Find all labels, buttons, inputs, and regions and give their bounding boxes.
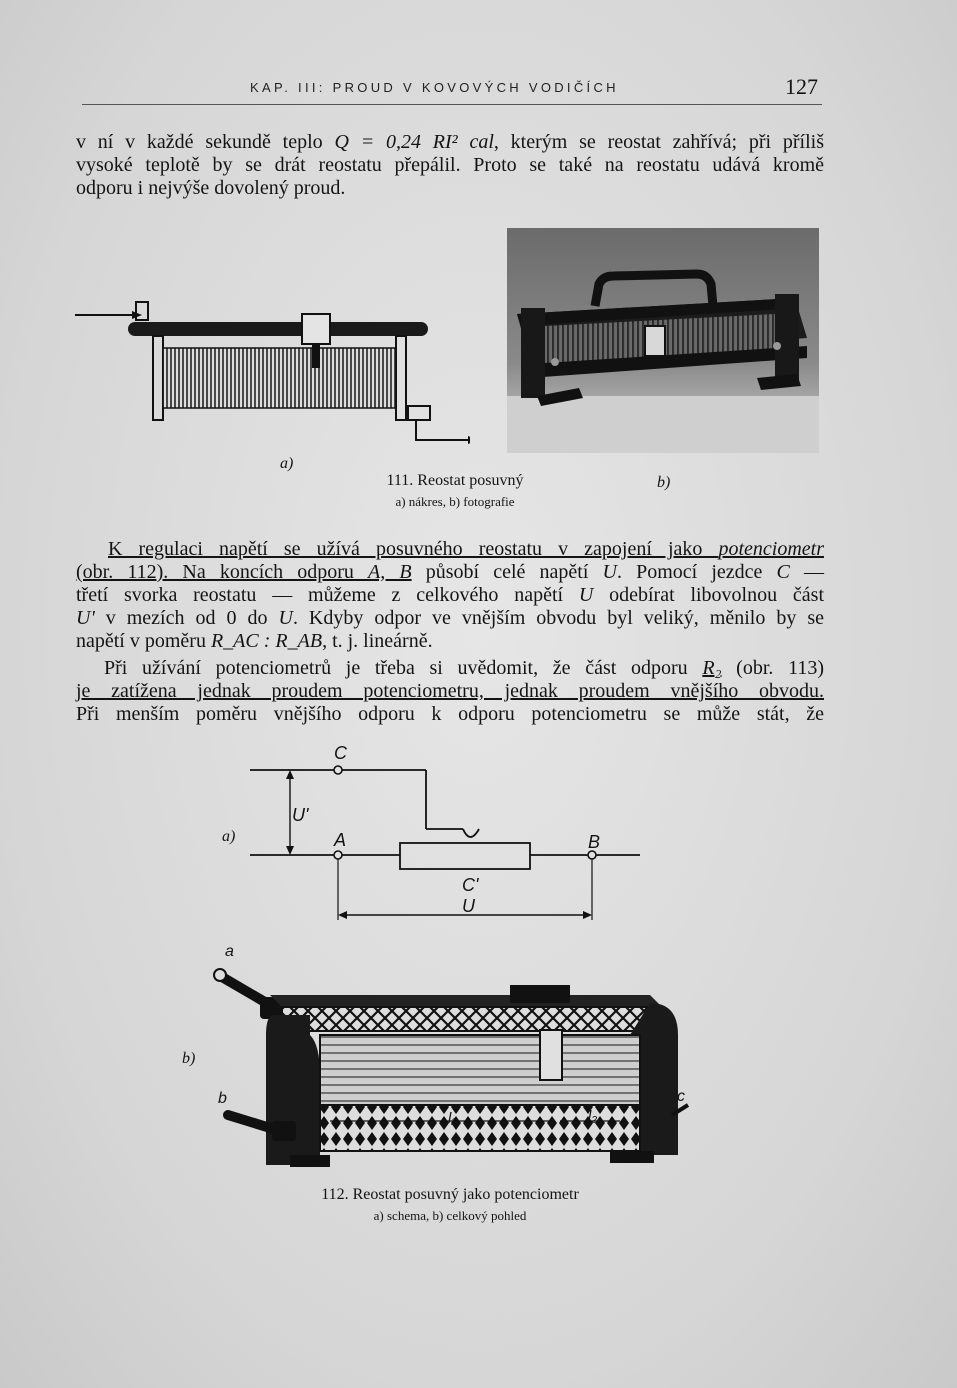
perspective-label-l2: l₂ xyxy=(588,1108,598,1125)
paragraph-2-line-5: napětí v poměru R_AC : R_AB, t. j. lineárně. xyxy=(76,630,433,652)
figure-111b-rheostat-photo xyxy=(507,228,819,453)
paragraph-3 xyxy=(76,657,824,726)
figure-111-caption: 111. Reostat posuvný xyxy=(386,472,524,489)
paragraph-1-line-2: vysoké teplotě by se drát reostatu přepálil. Proto se také na reostatu udává kromě xyxy=(76,154,824,176)
paragraph-3-line-1: Při užívání potenciometrů je třeba si uvědomit, že část odporu R₂ (obr. 113) xyxy=(104,657,824,679)
paragraph-2-line-1: K regulaci napětí se užívá posuvného reostatu v zapojení jako potenciometr xyxy=(108,538,824,560)
figure-112-panel-a-label: a) xyxy=(222,828,236,845)
schematic-label-c: C xyxy=(334,743,347,763)
potentiometer-term: potenciometr xyxy=(718,538,824,560)
perspective-label-c: c xyxy=(677,1088,685,1105)
schematic-label-b: B xyxy=(588,832,601,852)
perspective-label-l1: l₁ xyxy=(448,1110,457,1127)
figure-112b-perspective-drawing xyxy=(210,955,690,1185)
schematic-label-u: U xyxy=(462,896,475,916)
figure-112-subcaption: a) schema, b) celkový pohled xyxy=(373,1208,527,1223)
schematic-label-u-prime: U' xyxy=(292,805,309,825)
resistance-ratio: R_AC : R_AB xyxy=(210,630,323,652)
paragraph-1-line-3: odporu i nejvýše dovolený proud. xyxy=(76,177,346,199)
figure-112-caption-block xyxy=(260,1186,640,1224)
figure-112a-schematic xyxy=(245,755,645,935)
figure-111-subcaption: a) nákres, b) fotografie xyxy=(395,494,515,509)
heat-formula: Q = 0,24 RI² cal xyxy=(334,131,494,153)
figure-111-panel-b-label: b) xyxy=(657,474,671,491)
figure-112-caption: 112. Reostat posuvný jako potenciometr xyxy=(321,1186,579,1203)
paragraph-1-line-1: v ní v každé sekundě teplo Q = 0,24 RI² cal, kterým se reostat zahřívá; při příliš xyxy=(76,131,824,153)
perspective-label-a: a xyxy=(225,943,234,960)
perspective-label-b: b xyxy=(218,1090,227,1107)
page-number: 127 xyxy=(785,74,818,99)
paragraph-3-line-3: Při menším poměru vnějšího odporu k odporu potenciometru se může stát, že xyxy=(76,703,824,725)
paragraph-1 xyxy=(76,131,824,200)
schematic-label-a: A xyxy=(334,830,347,850)
paragraph-2 xyxy=(76,538,824,653)
paragraph-2-line-2: (obr. 112). Na koncích odporu A, B působí celé napětí U. Pomocí jezdce C — xyxy=(76,561,824,583)
schematic-label-c-prime: C' xyxy=(462,875,479,895)
figure-112-panel-b-label: b) xyxy=(182,1050,196,1067)
figure-111-panel-a-label: a) xyxy=(280,455,294,472)
figure-111-caption-block xyxy=(355,472,555,510)
figure-111a-rheostat-drawing xyxy=(70,290,470,460)
header-rule xyxy=(82,104,822,105)
paragraph-3-line-2: je zatížena jednak proudem potenciometru, jednak proudem vnějšího obvodu. xyxy=(76,680,824,702)
paragraph-2-line-3: třetí svorka reostatu — můžeme z celkového napětí U odebírat libovolnou část xyxy=(76,584,825,606)
paragraph-2-line-4: U' v mezích od 0 do U. Kdyby odpor ve vnějším obvodu byl veliký, měnilo by se xyxy=(76,607,824,629)
running-head: KAP. III: PROUD V KOVOVÝCH VODIČÍCH xyxy=(250,80,619,95)
